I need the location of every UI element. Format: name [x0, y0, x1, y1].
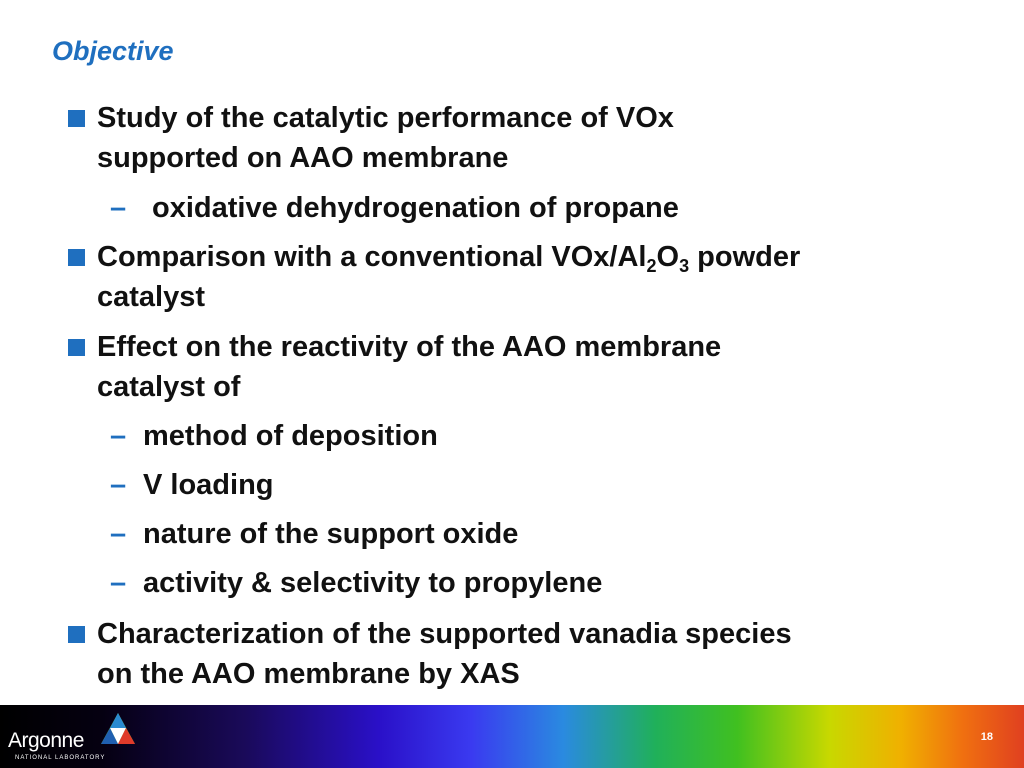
square-bullet-icon — [68, 339, 85, 356]
logo-subtitle: NATIONAL LABORATORY — [15, 755, 106, 761]
bullet-study — [68, 98, 948, 178]
bullet-study-line2: supported on AAO membrane — [97, 142, 509, 174]
bullet-characterization-line1: Characterization of the supported vanadia species — [97, 618, 792, 650]
dash-bullet-icon: – — [110, 192, 127, 224]
sub-method — [110, 416, 930, 456]
sub-vloading — [110, 465, 930, 505]
square-bullet-icon — [68, 110, 85, 127]
footer — [0, 701, 1024, 768]
logo-text: Argonne — [8, 729, 84, 752]
dash-bullet-icon: – — [110, 518, 127, 550]
bullet-comparison-line2: catalyst — [97, 281, 206, 313]
page-number: 18 — [980, 731, 993, 743]
sub-activity — [110, 563, 930, 603]
dash-bullet-icon: – — [110, 567, 127, 599]
bullet-comparison-line1: Comparison with a conventional VOx/$Al_2O_3$ powder — [97, 241, 801, 276]
dash-bullet-icon: – — [110, 420, 127, 452]
bullet-characterization — [68, 614, 948, 694]
spectrum-band — [0, 705, 1024, 768]
dash-bullet-icon: – — [110, 469, 127, 501]
sub-method-text: method of deposition — [143, 420, 438, 452]
bullet-effect-line1: Effect on the reactivity of the AAO membrane — [97, 331, 722, 363]
bullet-effect-line2: catalyst of — [97, 371, 241, 403]
argonne-logo — [8, 709, 138, 759]
sub-activity-text: activity & selectivity to propylene — [143, 567, 603, 599]
triangle-logo-icon — [100, 712, 136, 746]
bullet-comparison — [68, 237, 948, 317]
sub-vloading-text: V loading — [143, 469, 274, 501]
sub-oxidative — [110, 188, 930, 228]
sub-nature — [110, 514, 930, 554]
sub-nature-text: nature of the support oxide — [143, 518, 519, 550]
sub-oxidative-text: oxidative dehydrogenation of propane — [152, 192, 679, 224]
bullet-characterization-line2: on the AAO membrane by XAS — [97, 658, 520, 690]
square-bullet-icon — [68, 249, 85, 266]
square-bullet-icon — [68, 626, 85, 643]
slide-title: Objective — [52, 36, 174, 66]
bullet-effect — [68, 327, 948, 407]
bullet-study-line1: Study of the catalytic performance of VOx — [97, 102, 674, 134]
